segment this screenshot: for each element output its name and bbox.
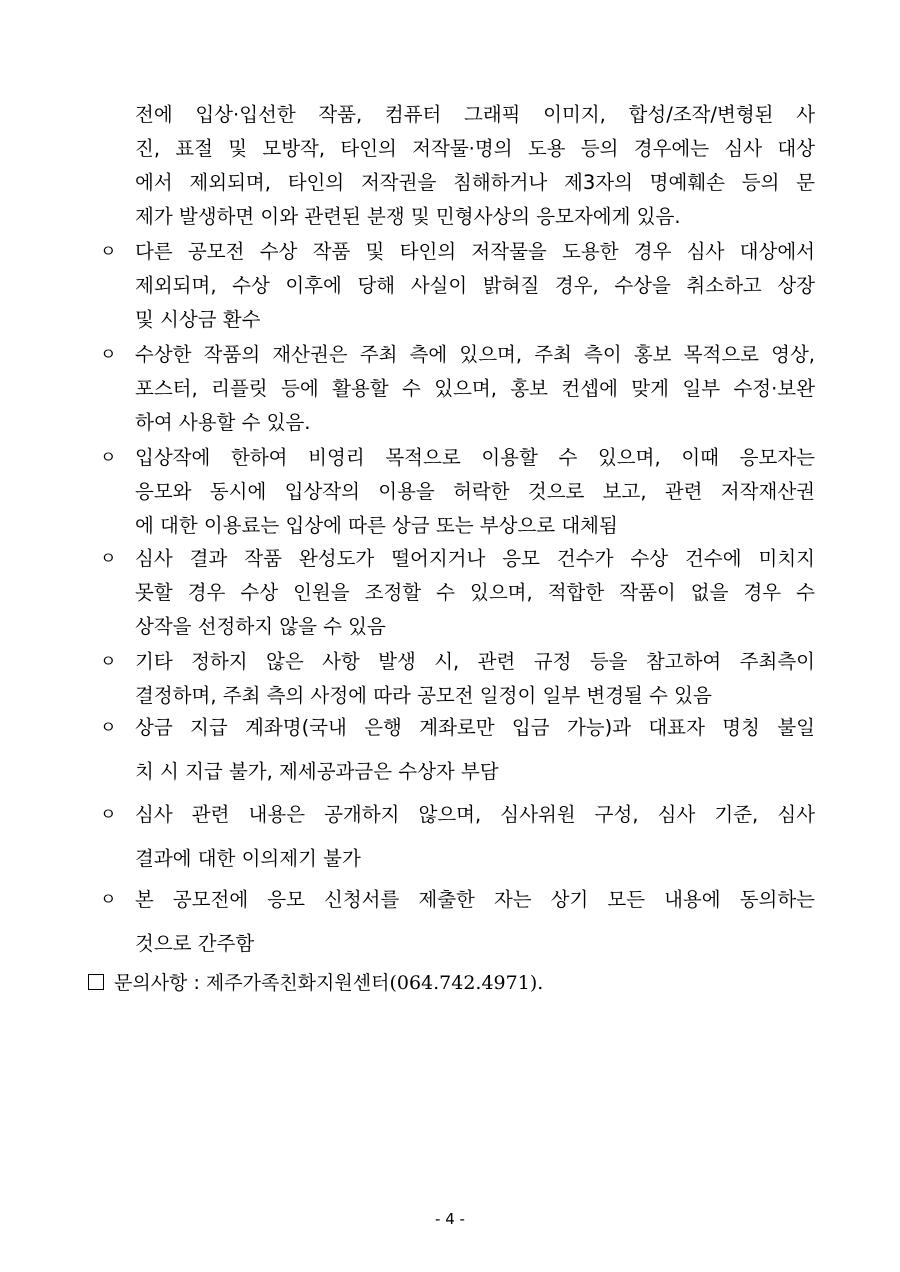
list-item-text [135, 441, 815, 543]
paragraph-line: 포스터, 리플릿 등에 활용할 수 있으며, 홍보 컨셉에 맞게 일부 수정·보완 [135, 377, 815, 400]
list-item-text [135, 645, 815, 713]
paragraph-line: 못할 경우 수상 인원을 조정할 수 있으며, 적합한 작품이 없을 경우 수 [135, 581, 815, 604]
bullet-icon: ㅇ [100, 345, 117, 365]
paragraph-line: 제외되며, 수상 이후에 당해 사실이 밝혀질 경우, 수상을 취소하고 상장 [135, 274, 815, 297]
bullet-icon: ㅇ [100, 549, 117, 569]
checkbox-square-icon [88, 974, 104, 990]
contact-label: 문의사항 [114, 972, 188, 994]
paragraph-line: 및 시상금 환수 [135, 308, 261, 331]
list-item-text [135, 798, 815, 876]
bullet-icon: ㅇ [100, 448, 117, 468]
paragraph-line: 상작을 선정하지 않을 수 있음 [135, 615, 386, 638]
bullet-icon: ㅇ [100, 652, 117, 672]
paragraph-line: 수상한 작품의 재산권은 주최 측에 있으며, 주최 측이 홍보 목적으로 영상, [135, 343, 815, 366]
page-number: - 4 - [435, 1210, 465, 1228]
paragraph-line: 치 시 지급 불가, 제세공과금은 수상자 부담 [135, 760, 499, 783]
paragraph-line: 전에 입상·입선한 작품, 컴퓨터 그래픽 이미지, 합성/조작/변형된 사 [135, 103, 815, 126]
bullet-icon: ㅇ [100, 805, 117, 825]
paragraph-line: 제가 발생하면 이와 관련된 분쟁 및 민형사상의 응모자에게 있음. [135, 205, 681, 228]
paragraph-line: 상금 지급 계좌명(국내 은행 계좌로만 입금 가능)과 대표자 명칭 불일 [135, 716, 815, 739]
paragraph-line: 것으로 간주함 [135, 932, 255, 955]
paragraph-line: 다른 공모전 수상 작품 및 타인의 저작물을 도용한 경우 심사 대상에서 [135, 240, 815, 263]
paragraph-line: 심사 관련 내용은 공개하지 않으며, 심사위원 구성, 심사 기준, 심사 [135, 803, 815, 826]
paragraph-line: 진, 표절 및 모방작, 타인의 저작물·명의 도용 등의 경우에는 심사 대상 [135, 137, 815, 160]
list-item-text [135, 542, 815, 644]
bullet-icon: ㅇ [100, 242, 117, 262]
paragraph-line: 에서 제외되며, 타인의 저작권을 침해하거나 제3자의 명예훼손 등의 문 [135, 171, 815, 194]
contact-value: 제주가족친화지원센터(064.742.4971). [205, 972, 544, 994]
paragraph-line: 입상작에 한하여 비영리 목적으로 이용할 수 있으며, 이때 응모자는 [135, 446, 815, 469]
continuation-paragraph [135, 98, 815, 234]
paragraph-line: 응모와 동시에 입상작의 이용을 허락한 것으로 보고, 관련 저작재산권 [135, 480, 815, 503]
contact-section [88, 968, 543, 995]
paragraph-line: 하여 사용할 수 있음. [135, 411, 311, 434]
contact-separator: : [187, 972, 206, 994]
paragraph-line: 심사 결과 작품 완성도가 떨어지거나 응모 건수가 수상 건수에 미치지 [135, 547, 815, 570]
paragraph-line: 본 공모전에 응모 신청서를 제출한 자는 상기 모든 내용에 동의하는 [135, 888, 815, 911]
list-item-text [135, 235, 815, 337]
paragraph-line: 에 대한 이용료는 입상에 따른 상금 또는 부상으로 대체됨 [135, 514, 618, 537]
paragraph-line: 결정하며, 주최 측의 사정에 따라 공모전 일정이 일부 변경될 수 있음 [135, 684, 712, 707]
bullet-icon: ㅇ [100, 718, 117, 738]
paragraph-line: 기타 정하지 않은 사항 발생 시, 관련 규정 등을 참고하여 주최측이 [135, 650, 815, 673]
list-item-text [135, 338, 815, 440]
bullet-icon: ㅇ [100, 890, 117, 910]
list-item-text [135, 711, 815, 789]
paragraph-line: 결과에 대한 이의제기 불가 [135, 847, 361, 870]
list-item-text [135, 883, 815, 961]
